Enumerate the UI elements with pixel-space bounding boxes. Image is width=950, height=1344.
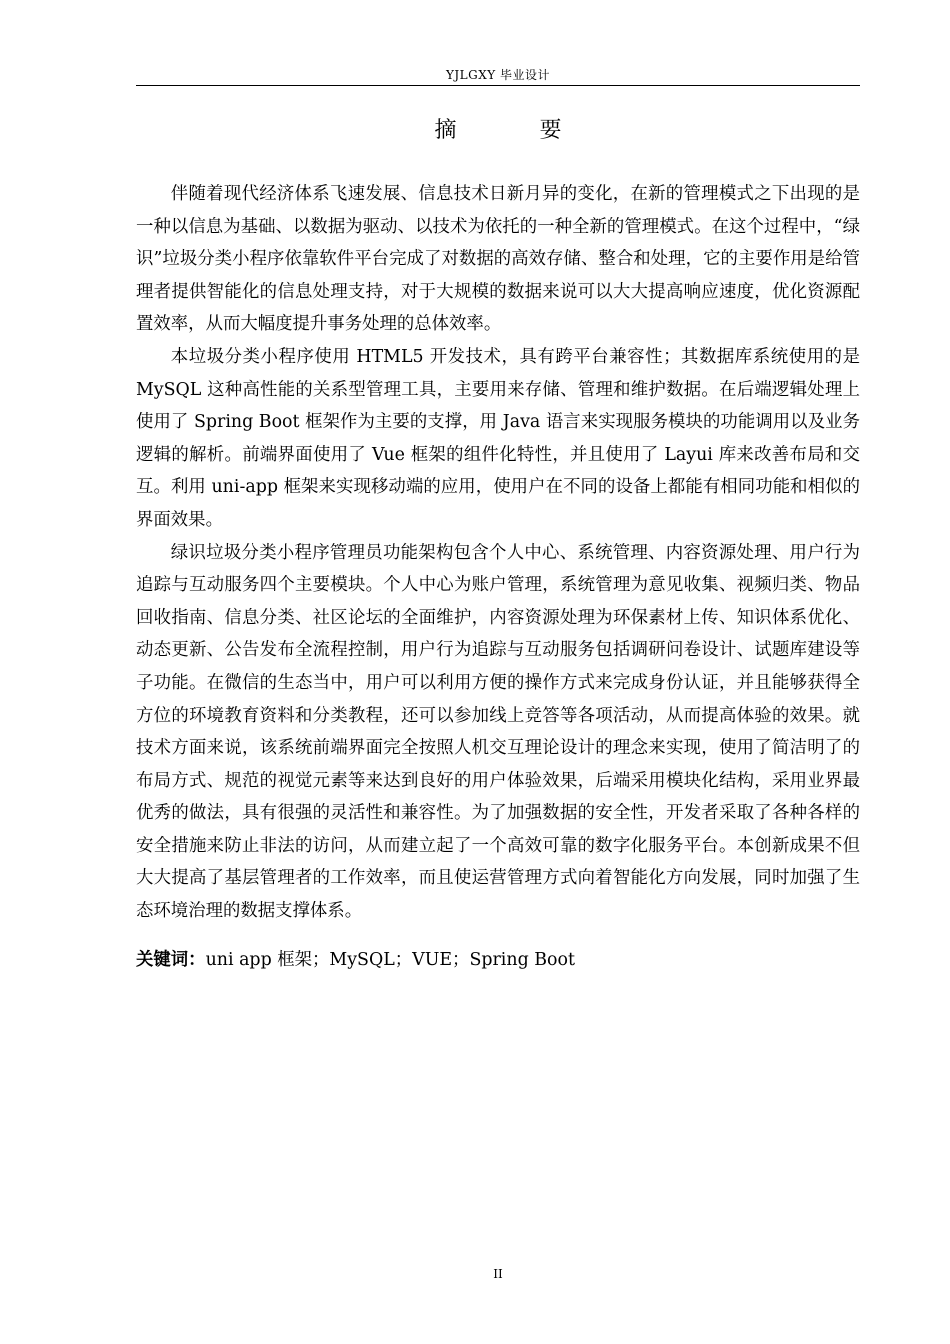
running-header: YJLGXY 毕业设计 — [445, 68, 551, 82]
header-divider — [136, 85, 860, 86]
keywords-text: uni app 框架；MySQL；VUE；Spring Boot — [205, 949, 575, 970]
abstract-body — [136, 178, 860, 976]
page-number: II — [493, 1267, 503, 1281]
abstract-paragraph-1: 伴随着现代经济体系飞速发展、信息技术日新月异的变化，在新的管理模式之下出现的是一种以信息为基础、以数据为驱动、以技术为依托的一种全新的管理模式。在这个过程中，“绿识”垃圾分类小程序依靠软件平台完成了对数据的高效存储、整合和处理，它的主要作用是给管理者提供智能化的信息处理支持，对于大规模的数据来说可以大大提高响应速度，优化资源配置效率，从而大幅度提升事务处理的总体效率。 — [136, 184, 860, 335]
keywords-label: 关键词： — [136, 949, 206, 970]
abstract-paragraph-2: 本垃圾分类小程序使用 HTML5 开发技术，具有跨平台兼容性；其数据库系统使用的是 MySQL 这种高性能的关系型管理工具，主要用来存储、管理和维护数据。在后端逻辑处理上使用了 Spring Boot 框架作为主要的支撑，用 Java 语言来实现服务模块的功能调用以及业务逻辑的解析。前端界面使用了 Vue 框架的组件化特性，并且使用了 Layui 库来改善布局和交互。利用 uni-app 框架来实现移动端的应用，使用户在不同的设备上都能有相同功能和相似的界面效果。 — [136, 346, 860, 530]
keywords-line — [136, 944, 860, 977]
abstract-title: 摘 要 — [434, 118, 600, 143]
abstract-paragraph-3: 绿识垃圾分类小程序管理员功能架构包含个人中心、系统管理、内容资源处理、用户行为追踪与互动服务四个主要模块。个人中心为账户管理，系统管理为意见收集、视频归类、物品回收指南、信息分类、社区论坛的全面维护，内容资源处理为环保素材上传、知识体系优化、动态更新、公告发布全流程控制，用户行为追踪与互动服务包括调研问卷设计、试题库建设等子功能。在微信的生态当中，用户可以利用方便的操作方式来完成身份认证，并且能够获得全方位的环境教育资料和分类教程，还可以参加线上竞答等各项活动，从而提高体验的效果。就技术方面来说，该系统前端界面完全按照人机交互理论设计的理念来实现，使用了简洁明了的布局方式、规范的视觉元素等来达到良好的用户体验效果，后端采用模块化结构，采用业界最优秀的做法，具有很强的灵活性和兼容性。为了加强数据的安全性，开发者采取了各种各样的安全措施来防止非法的访问，从而建立起了一个高效可靠的数字化服务平台。本创新成果不但大大提高了基层管理者的工作效率，而且使运营管理方式向着智能化方向发展，同时加强了生态环境治理的数据支撑体系。 — [136, 542, 860, 922]
